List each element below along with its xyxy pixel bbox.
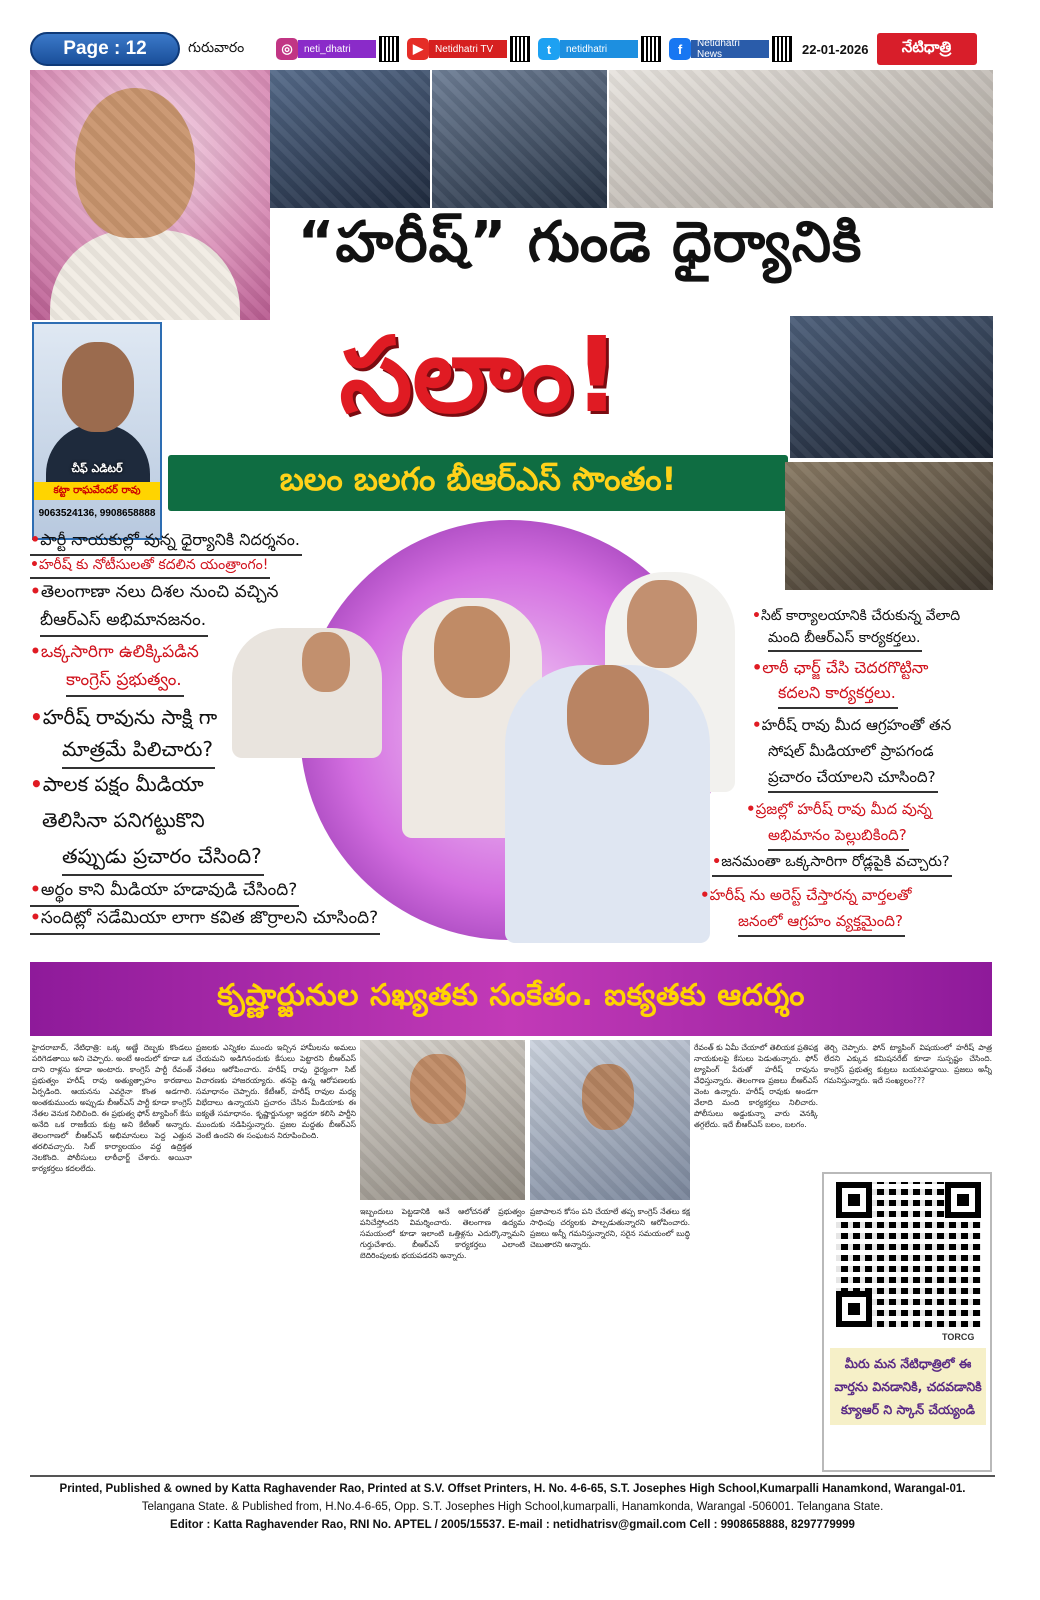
article-column-2 <box>196 1042 356 1470</box>
qr-mini-icon <box>510 36 530 62</box>
editor-role: చీఫ్ ఎడిటర్ <box>71 462 123 475</box>
facebook-icon: f <box>669 38 691 60</box>
list-item: •హరీష్ ను అరెస్ట్ చేస్తారన్న వార్తలతో <box>700 886 912 904</box>
list-item: •హరీష్ రావు మీద ఆగ్రహంతో తన <box>752 716 952 734</box>
list-item: •అర్థం కాని మీడియా హడావుడి చేసింది? <box>30 880 299 907</box>
list-item: •పాలక పక్షం మీడియా <box>30 772 204 796</box>
qr-code-box[interactable] <box>822 1172 992 1472</box>
editor-name: కట్టా రాఘవేందర్ రావు <box>34 482 160 500</box>
unity-banner: కృష్ణార్జునుల సఖ్యతకు సంకేతం. ఐక్యతకు ఆదర్శం <box>30 962 992 1036</box>
qr-mini-icon <box>379 36 399 62</box>
protest-photo-2 <box>785 462 993 590</box>
page-number-badge: Page : 12 <box>30 32 180 66</box>
list-item: మాత్రమే పిలిచారు? <box>62 737 215 769</box>
list-item: •సందిట్లో సడేమియా లాగా కవిత జొర్రాలని చూసింది? <box>30 908 380 935</box>
article-column-6 <box>824 1042 992 1168</box>
article-column-1 <box>32 1042 192 1470</box>
article-text: రేవంత్ కు ఏమీ చేయాలో తెలియక ప్రతిపక్ష నాయకులపై కేసులు పెడుతున్నారు. ఫోన్ ట్యాపింగ్ పేరుతో హరీష్ రావును వేధిస్తున్నారు. తెలంగాణ ప్రజలు బీఆర్ఎస్ వెంట ఉన్నారు. హరీష్ రావుకు అండగా వేలాది మంది కార్యకర్తలు నిలిచారు. పోలీసులు అడ్డుకున్నా వారు వెనక్కి తగ్గలేదు. ఇదే బీఆర్ఎస్ బలం, బలగం. <box>694 1043 818 1129</box>
leader-photo-waving <box>232 628 382 758</box>
list-item: •తెలంగాణా నలు దిశల నుంచి వచ్చిన <box>30 582 279 602</box>
footer-divider <box>30 1475 995 1477</box>
meeting-photo <box>609 70 993 208</box>
weekday: గురువారం <box>188 39 245 56</box>
headline-banner: బలం బలగం బీఆర్ఎస్ సొంతం! <box>168 455 788 511</box>
qr-mini-icon <box>772 36 792 62</box>
instagram-label: neti_dhatri <box>298 40 376 58</box>
masthead-logo: నేటిధాత్రి <box>877 33 977 65</box>
youtube-handle[interactable] <box>407 36 530 62</box>
qr-brand-label: TORCG <box>942 1332 975 1342</box>
youtube-label: Netidhatri TV <box>429 40 507 58</box>
issue-date: 22-01-2026 <box>802 41 869 57</box>
list-item: కాంగ్రెస్ ప్రభుత్వం. <box>66 670 184 697</box>
leader-photo-2 <box>505 665 710 943</box>
twitter-icon: t <box>538 38 560 60</box>
list-item: సోషల్ మీడియాలో ప్రాపగండ <box>768 742 934 760</box>
list-item: అభిమానం పెల్లుబికింది? <box>768 826 909 851</box>
facebook-handle[interactable] <box>669 36 792 62</box>
headline-line-2: సలాం! <box>339 314 621 436</box>
crowd-photo-1 <box>270 70 430 208</box>
twitter-label: netidhatri <box>560 40 638 58</box>
article-column-3 <box>360 1206 525 1470</box>
list-item: తెలిసినా పనిగట్టుకొని <box>42 808 205 832</box>
protest-photo-1 <box>790 316 993 458</box>
list-item: ప్రచారం చేయాలని చూసింది? <box>768 768 938 793</box>
article-text: ప్రజాపాలన కోసం పని చేయాలే తప్ప కాంగ్రెస్ నేతలు కక్ష సాధింపు చర్యలకు పాల్పడుతున్నారని ఆరోపించారు. ప్రజలు అన్నీ గమనిస్తున్నారని, సరైన సమయంలో బుద్ధి చెబుతారని అన్నారు. <box>530 1207 690 1249</box>
headline-line-1: “హరీష్” గుండె ధైర్యానికి <box>297 210 863 275</box>
list-item: •సిట్ కార్యాలయానికి చేరుకున్న వేలాది <box>752 608 961 624</box>
list-item: •హరీష్ రావును సాక్షి గా <box>30 705 218 729</box>
twitter-handle[interactable] <box>538 36 661 62</box>
list-item: •హరీష్ కు నోటీసులతో కదలిన యంత్రాంగం! <box>30 557 270 579</box>
list-item: •ఒక్కసారిగా ఉలిక్కిపడిన <box>30 642 199 662</box>
article-column-4 <box>530 1206 690 1470</box>
list-item: బీఆర్ఎస్ అభిమానజనం. <box>40 610 208 637</box>
instagram-handle[interactable] <box>276 36 399 62</box>
article-text: ఇబ్బందులు పెట్టడానికి అనే ఆలోచనతో ప్రభుత్వం పనిచేస్తోందని విమర్శించారు. తెలంగాణ ఉద్యమ సమయంలో కూడా ఇలాంటి ఒత్తిళ్లను ఎదుర్కొన్నామని గుర్తుచేశారు. బీఆర్ఎస్ కార్యకర్తలు ఎలాంటి బెదిరింపులకు భయపడరని అన్నారు. <box>360 1207 525 1260</box>
qr-caption: మీరు మన నేటిధాత్రిలో ఈ వార్తను వినడానికి, చదవడానికి క్యూఆర్ ని స్కాన్ చేయ్యండి <box>830 1348 986 1425</box>
article-column-5 <box>694 1042 818 1470</box>
footer-line-2: Telangana State. & Published from, H.No.4-6-65, Opp. S.T. Josephes High School,kumarpalli, Hanamkonda, Warangal -506001. Telangana State. <box>141 1501 884 1513</box>
footer-line-1: Printed, Published & owned by Katta Raghavender Rao, Printed at S.V. Offset Printers, H. No. 4-6-65, S.T. Josephes High School,Kumarpalli Hanamkond, Warangal-01. <box>59 1483 966 1495</box>
list-item: కదలని కార్యకర్తలు. <box>778 683 898 709</box>
crowd-photo-2 <box>432 70 607 208</box>
article-text: తెర్చి చెప్పారు. ఫోన్ ట్యాపింగ్ విషయంలో హరీష్ పాత్ర లేదని ఎక్కువ కమిషనరేట్ కూడా సుస్పష్టం చేసింది. కాంగ్రెస్ ప్రభుత్వ కుట్రలు బయటపడ్డాయి. ప్రజలు అన్నీ గమనిస్తున్నారు. ఇదే సంఖ్యలం??? <box>824 1043 992 1085</box>
footer-line-3: Editor : Katta Raghavender Rao, RNI No. APTEL / 2005/15537. E-mail : netidhatrisv@gmail.com Cell : 9908658888, 8297779999 <box>170 1519 855 1531</box>
editor-profile <box>32 322 162 540</box>
list-item: తప్పుడు ప్రచారం చేసింది? <box>62 844 264 876</box>
qr-code-icon[interactable] <box>836 1182 981 1327</box>
article-text: హైదరాబాద్, నేటిధాత్రి: ఒక్క అణ్ణే దెబ్బకు కొండలు పరిగెడతాయి అని చెప్పారు. అంటే అందులో కూడా ఒక దాని రాళ్లను కూడా అంటారు. కాంగ్రెస్ పార్టీ రేవంత్ ప్రభుత్వం హరీష్ రావు అత్యుత్సాహం కారణాలు ఏర్పడింది. ఆయనను ఎవరైనా కొంత అడగాలి. అంతకుముందు అప్పుడు బీఆర్ఎస్ పార్టీ కూడా కాంగ్రెస్ నేతల వెనుక నిలిచింది. ఈ ప్రభుత్వ ఫోన్ ట్యాపింగ్ కేసు అనేది ఒక రాజకీయ కుట్ర అని కేటీఆర్ అన్నారు. తెలంగాణలో బీఆర్ఎస్ అభిమానులు పెద్ద ఎత్తున తరలివచ్చారు. సిట్ కార్యాలయం వద్ద ఉద్రిక్తత నెలకొంది. పోలీసులు లాఠీఛార్జ్ చేశారు. అయినా కార్యకర్తలు కదలలేదు. <box>32 1043 192 1173</box>
article-text: ప్రజలకు ఎన్నికల ముందు ఇచ్చిన హామీలను అమలు చేయమని అడిగినందుకు కేసులు పెట్టారని బీఆర్ఎస్ నేతలు ఆరోపించారు. హరీష్ రావు ధైర్యంగా సిట్ విచారణకు హాజరయ్యారు. తనపై ఉన్న ఆరోపణలకు సమాధానం చెప్పారు. కేటీఆర్, హరీష్ రావుల మధ్య విభేదాలు ఉన్నాయని ప్రచారం చేసిన మీడియాకు ఈ ఐక్యతే సమాధానం. కృష్ణార్జునుల్లా ఇద్దరూ కలిసి పార్టీని ముందుకు నడిపిస్తున్నారు. ప్రజల మద్దతు బీఆర్ఎస్ వెంటే ఉందని ఈ సంఘటన నిరూపించింది. <box>196 1043 356 1140</box>
list-item: జనంలో ఆగ్రహం వ్యక్తమైంది? <box>738 912 905 937</box>
editor-phone: 9063524136, 9908658888 <box>38 508 156 519</box>
instagram-icon: ◎ <box>276 38 298 60</box>
youtube-icon: ▶ <box>407 38 429 60</box>
list-item: •ప్రజల్లో హరీష్ రావు మీద వున్న <box>746 800 932 818</box>
imprint-footer <box>30 1480 995 1534</box>
list-item: •లాఠీ ఛార్జ్ చేసి చెదరగొట్టినా <box>752 658 929 677</box>
list-item: మంది బీఆర్ఎస్ కార్యకర్తలు. <box>768 630 922 652</box>
list-item: •జనమంతా ఒక్కసారిగా రోడ్లపైకి వచ్చారు? <box>712 854 952 877</box>
facebook-label: Netidhatri News <box>691 40 769 58</box>
leaders-meeting-photo-1 <box>360 1040 525 1200</box>
page-header <box>30 30 1015 68</box>
leaders-meeting-photo-2 <box>530 1040 690 1200</box>
qr-mini-icon <box>641 36 661 62</box>
list-item: •పార్టీ నాయకుల్లో వున్న ధైర్యానికి నిదర్శనం. <box>30 530 302 556</box>
